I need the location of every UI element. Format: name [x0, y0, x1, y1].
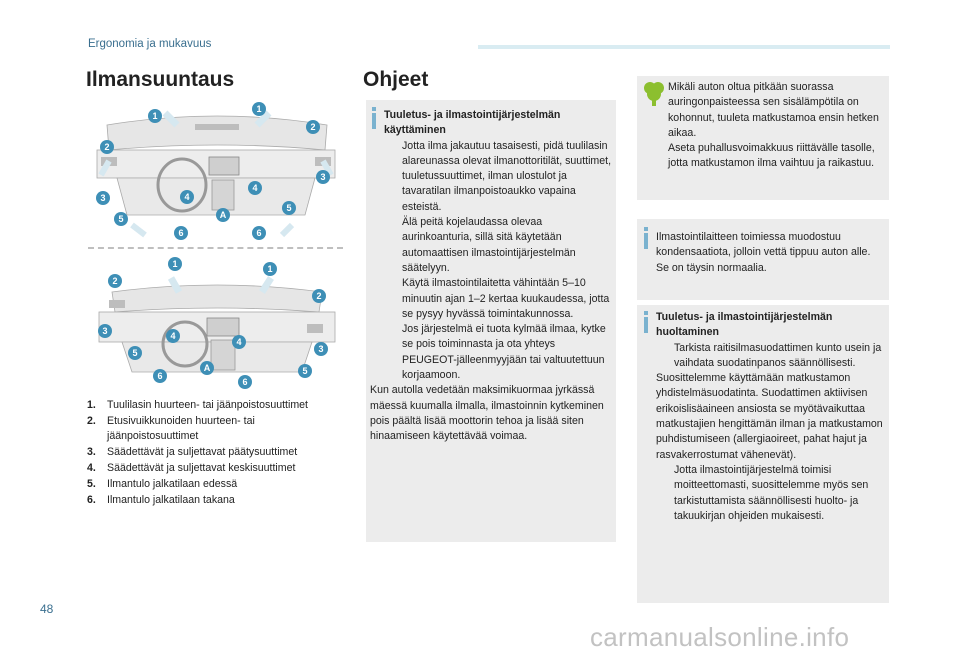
info-icon: [644, 317, 648, 333]
callout-1: 1: [152, 111, 158, 121]
callout-A: A: [219, 210, 227, 220]
dashboard-illustration-bottom: [87, 252, 345, 392]
list-item: Käytä ilmastointilaitetta vähintään 5–10 minuutin ajan 1–2 kertaa kuukaudessa, jotta se pysyy hyvässä toimintakunnossa.: [402, 277, 610, 320]
illustration-divider: [88, 247, 343, 249]
info-icon-dot: [372, 107, 376, 111]
callout-A: A: [203, 363, 211, 373]
condensation-text: Ilmastointilaitteen toimiessa muodostuu kondensaatiota, jolloin vettä tippuu auton alle. Se on täysin normaalia.: [656, 231, 871, 274]
legend-item: 3. Säädettävät ja suljettavat päätysuuttimet: [87, 446, 298, 458]
callout-6: 6: [256, 228, 262, 238]
callout-2: 2: [104, 142, 110, 152]
section-header: Ergonomia ja mukavuus: [88, 38, 212, 50]
callout-6: 6: [157, 371, 163, 381]
section-title-ilmansuuntaus: Ilmansuuntaus: [86, 68, 235, 91]
callout-6: 6: [178, 228, 184, 238]
legend-item: 1. Tuulilasin huurteen- tai jäänpoistosuuttimet: [87, 399, 309, 411]
legend-item: 4. Säädettävät ja suljettavat keskisuuttimet: [87, 462, 296, 474]
callout-1: 1: [172, 259, 178, 269]
callout-3: 3: [100, 193, 106, 203]
callout-5: 5: [302, 366, 308, 376]
usage-text: [370, 108, 612, 445]
info-icon: [372, 113, 376, 129]
callout-3: 3: [102, 326, 108, 336]
legend-item: 2. Etusivuikkunoiden huurteen- tai jäänpoistosuuttimet: [87, 415, 255, 442]
info-icon: [644, 233, 648, 249]
vent-legend-list: [87, 398, 347, 509]
header-rule: [478, 45, 890, 49]
callout-2: 2: [316, 291, 322, 301]
callout-1: 1: [256, 104, 262, 114]
list-item: Älä peitä kojelaudassa olevaa aurinkoanturia, sillä sitä käytetään automaattisen ilmastointijärjestelmän säätelyyn.: [402, 216, 576, 274]
usage-paragraph: Kun autolla vedetään maksimikuormaa jyrkässä mäessä kuumalla ilmalla, ilmastoinnin kytkeminen pois päältä lisää moottorin tehoa ja lisää siten hinaamiseen käytettävää voimaa.: [370, 384, 604, 443]
callout-3: 3: [320, 172, 326, 182]
legend-item: 5. Ilmantulo jalkatilaan edessä: [87, 478, 238, 490]
callout-6: 6: [242, 377, 248, 387]
list-item: Jos järjestelmä ei tuota kylmää ilmaa, kytke se pois toiminnasta ja ota yhteys PEUGEOT-jälleenmyyjään tai valtuutettuun korjaamoon.: [402, 323, 606, 382]
callout-1: 1: [267, 264, 273, 274]
info-icon-dot: [644, 311, 648, 315]
callout-4: 4: [252, 183, 258, 193]
usage-heading: Tuuletus- ja ilmastointijärjestelmän käyttäminen: [384, 109, 561, 137]
legend-item: 6. Ilmantulo jalkatilaan takana: [87, 494, 235, 506]
callout-4: 4: [236, 337, 242, 347]
callout-5: 5: [118, 214, 124, 224]
maintenance-paragraph: Suosittelemme käyttämään matkustamon yhdistelmäsuodatinta. Suodattimen aktiivisen erikoislisäaineen ansiosta se myötävaikuttaa matkustajien hengittämän ilman ja matkustamon puhdistumiseen (allergiaoireet, pahat hajut ja rasvakerrostumat vähenevät).: [656, 372, 883, 461]
list-item: Jotta ilmastointijärjestelmä toimisi moitteettomasti, suosittelemme myös sen tarkistuttamista säännöllisesti huolto- ja takuukirjan ohjeiden mukaisesti.: [674, 463, 869, 522]
callout-4: 4: [170, 331, 176, 341]
list-item: Jotta ilma jakautuu tasaisesti, pidä tuulilasin alareunassa olevat ilmanottoritilät, suuttimet, tuuletussuuttimet, ilman ulostulot ja tavaratilan ilmanpoistoaukko vapaina esteistä.: [402, 139, 612, 213]
info-icon-dot: [644, 227, 648, 231]
watermark: carmanualsonline.info: [590, 622, 850, 652]
dashboard-illustration-top: [87, 95, 345, 245]
callout-5: 5: [132, 348, 138, 358]
ventilate-text: Mikäli auton oltua pitkään suorassa auringonpaisteessa sen sisälämpötila on kohonnut, tuuleta matkustamoa ensin hetken aikaa. Aseta puhallusvoimakkuus riittävälle tasolle, jotta matkustamon ilma vaihtuu ja raikastuu.: [668, 81, 879, 170]
callout-2: 2: [112, 276, 118, 286]
tip-tree-icon: [643, 80, 665, 106]
page-number: 48: [40, 602, 54, 616]
callout-3: 3: [318, 344, 324, 354]
list-item: Tarkista raitisilmasuodattimen kunto usein ja vaihdata suodatinpanos säännöllisesti.: [674, 341, 882, 369]
maintenance-text: [656, 310, 886, 524]
callout-2: 2: [310, 122, 316, 132]
callout-4: 4: [184, 192, 190, 202]
callout-5: 5: [286, 203, 292, 213]
maintenance-heading: Tuuletus- ja ilmastointijärjestelmän huoltaminen: [656, 311, 833, 339]
section-title-ohjeet: Ohjeet: [363, 68, 429, 91]
